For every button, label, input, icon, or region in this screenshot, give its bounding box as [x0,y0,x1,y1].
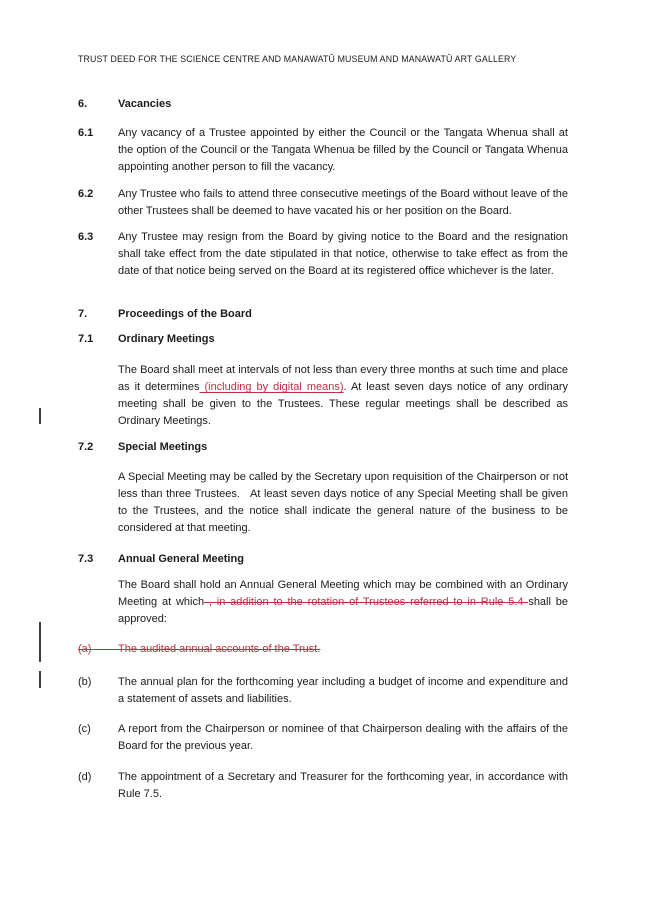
item-text: A report from the Chairperson or nominee of that Chairperson dealing with the affairs of the Board for the previous year. [118,723,568,752]
inserted-text: (including by digital means) [199,381,344,393]
list-item-b [78,674,568,708]
subsection-number: 7.2 [78,441,94,453]
text-run: shall be approved: [118,596,568,625]
paragraph-text-with-insertion [118,362,568,430]
subsection-title: Annual General Meeting [118,553,244,565]
change-bar-deleted-item-a [39,671,41,688]
text-run: The Board shall meet at intervals of not less than every three months at such time and place as it determines [118,364,568,393]
clause-text: Any Trustee may resign from the Board by giving notice to the Board and the resignation shall take effect from the date stipulated in that notice, otherwise to take effect as from the date of that notice being served on the Board at its registered office whichever is the later. [118,231,568,277]
subsection-heading-7-2 [78,439,568,456]
paragraph-7-3 [78,577,568,628]
section-heading-7 [78,306,568,323]
item-label-text: (a) [78,643,92,655]
change-bar-insertion-7-1 [39,408,41,424]
text-run: . At least seven days notice of any ordinary meeting shall be given to the Trustees. These regular meetings shall be described as Ordinary Meetings. [118,381,568,427]
clause-6-2 [78,186,568,220]
paragraph-text-with-deletion [118,577,568,628]
deleted-item-text: The audited annual accounts of the Trust. [118,643,321,655]
clause-number: 6.2 [78,188,94,200]
item-text: The annual plan for the forthcoming year including a budget of income and expenditure and a statement of assets and liabilities. [118,676,568,705]
paragraph-7-2 [78,469,568,537]
paragraph-text: A Special Meeting may be called by the Secretary upon requisition of the Chairperson or not less than three Trustees. At least seven days notice of any Special Meeting shall be given to the Trustees, and the notice shall indicate the general nature of the business to be considered at that meeting. [118,471,568,534]
section-heading-6 [78,96,568,113]
section-number: 7. [78,308,88,320]
clause-number: 6.3 [78,231,94,243]
paragraph-7-1 [78,362,568,430]
subsection-heading-7-3 [78,551,568,568]
item-label: (c) [78,723,91,735]
item-label: (b) [78,676,92,688]
clause-number: 6.1 [78,127,94,139]
deleted-text: , in addition to the rotation of Trustees referred to in Rule 5.4 [204,596,529,608]
clause-6-1 [78,125,568,176]
page-header: TRUST DEED FOR THE SCIENCE CENTRE AND MANAWATŪ MUSEUM AND MANAWATŪ ART GALLERY [78,54,517,64]
document-body [78,96,568,803]
subsection-number: 7.1 [78,333,94,345]
item-label [78,641,118,658]
item-text: The appointment of a Secretary and Treasurer for the forthcoming year, in accordance with Rule 7.5. [118,771,568,800]
section-number: 6. [78,98,88,110]
subsection-heading-7-1 [78,331,568,348]
item-label: (d) [78,771,92,783]
clause-text: Any Trustee who fails to attend three consecutive meetings of the Board without leave of the other Trustees shall be deemed to have vacated his or her position on the Board. [118,188,568,217]
list-item-d [78,769,568,803]
subsection-title: Ordinary Meetings [118,333,215,345]
subsection-number: 7.3 [78,553,94,565]
section-title: Vacancies [118,98,172,110]
subsection-title: Special Meetings [118,441,208,453]
list-item-a-deleted [78,641,568,658]
change-bar-deletion-7-3 [39,622,41,662]
text-run: The Board shall hold an Annual General Meeting which may be combined with an Ordinary Meeting at which [118,579,568,608]
list-item-c [78,721,568,755]
clause-6-3 [78,229,568,280]
section-title: Proceedings of the Board [118,308,252,320]
clause-text: Any vacancy of a Trustee appointed by either the Council or the Tangata Whenua shall at the option of the Council or the Tangata Whenua be filled by the Council or Tangata Whenua appointing another person to fill the vacancy. [118,127,568,173]
